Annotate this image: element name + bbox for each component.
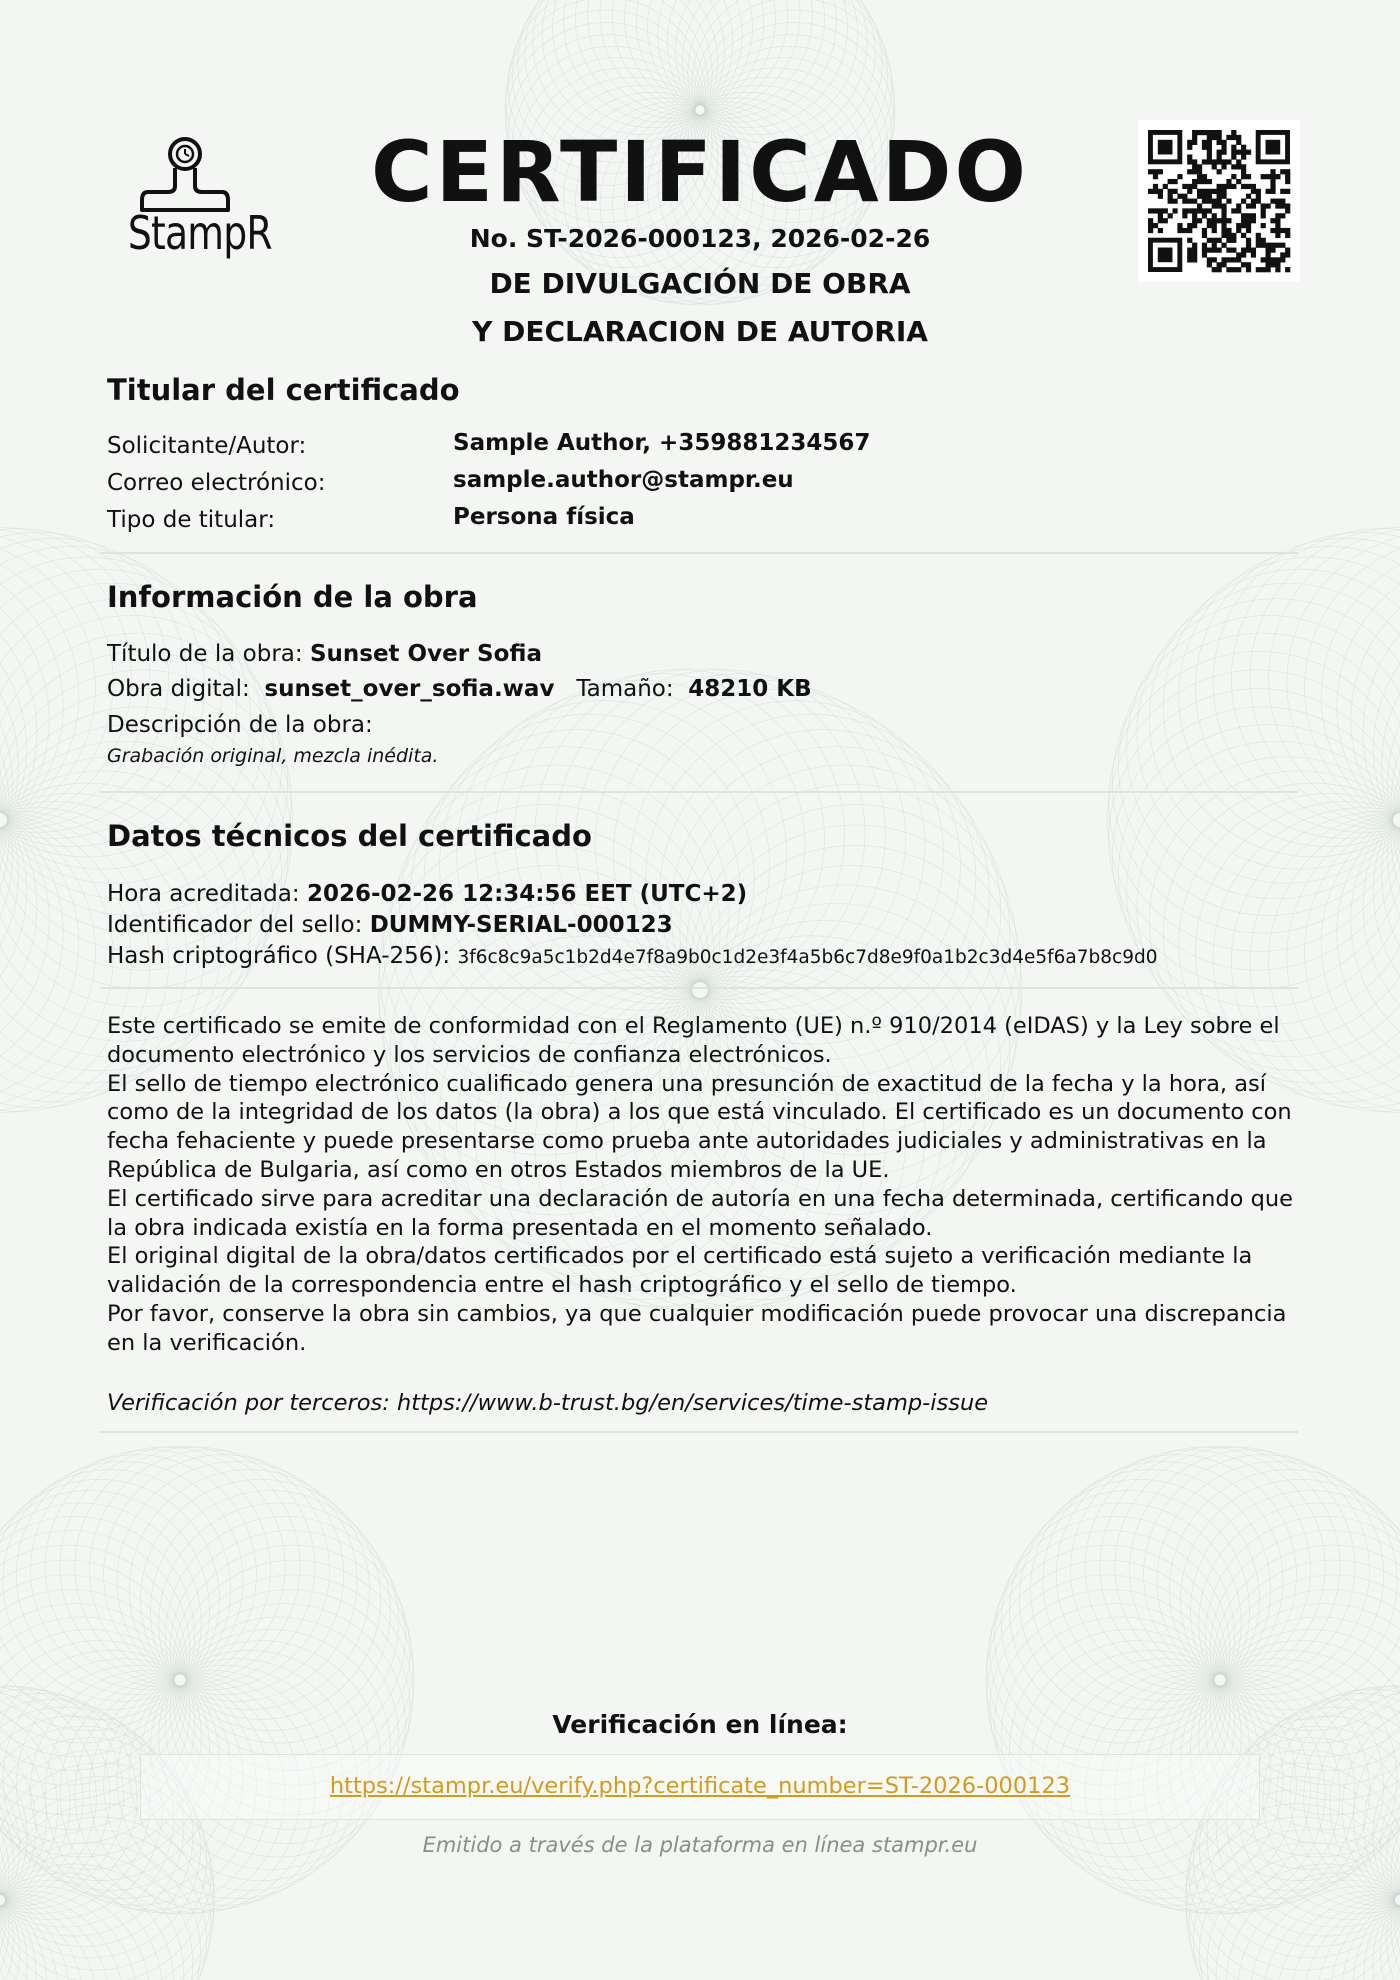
accredited-time-label: Hora acreditada: <box>107 881 300 907</box>
work-title-value: Sunset Over Sofia <box>309 641 542 667</box>
legal-paragraph: El original digital de la obra/datos certificados por el certificado está sujeto a verificación mediante la validación de la correspondencia entre el hash criptográfico y el sello de tiempo. <box>107 1243 1253 1299</box>
legal-paragraph: Este certificado se emite de conformidad con el Reglamento (UE) n.º 910/2014 (eIDAS) y la Ley sobre el documento electrónico y los servicios de confianza electrónicos. <box>107 1013 1280 1068</box>
seal-id-row <box>107 909 673 941</box>
email-label: Correo electrónico: <box>107 470 326 496</box>
third-party-verification: Verificación por terceros: https://www.b-trust.bg/en/services/time-stamp-issue <box>107 1390 989 1416</box>
work-description-label: Descripción de la obra: <box>107 712 373 738</box>
work-title-label: Título de la obra: <box>107 641 303 667</box>
seal-id-label: Identificador del sello: <box>107 912 363 938</box>
email-value: sample.author@stampr.eu <box>453 467 794 493</box>
logo-wordmark: StampR <box>127 206 272 260</box>
hash-row <box>107 940 1158 974</box>
holder-section-title: Titular del certificado <box>107 373 460 407</box>
work-description-value: Grabación original, mezcla inédita. <box>107 745 439 767</box>
work-file-row <box>107 673 812 705</box>
verification-link[interactable]: https://stampr.eu/verify.php?certificate_number=ST-2026-000123 <box>329 1773 1071 1799</box>
legal-text <box>107 1012 1307 1358</box>
applicant-label: Solicitante/Autor: <box>107 433 307 459</box>
hash-label: Hash criptográfico (SHA-256): <box>107 943 451 969</box>
work-title-row <box>107 638 542 670</box>
seal-id-value: DUMMY-SERIAL-000123 <box>369 912 673 938</box>
qr-code-icon[interactable] <box>1138 120 1300 282</box>
divider <box>100 987 1298 989</box>
work-file-label: Obra digital: <box>107 676 250 702</box>
work-size-value: 48210 KB <box>688 676 812 702</box>
holder-type-label: Tipo de titular: <box>107 507 276 533</box>
certificate-number: No. ST-2026-000123, 2026-02-26 <box>469 224 931 253</box>
certificate-title: CERTIFICADO <box>371 123 1029 221</box>
legal-paragraph: El certificado sirve para acreditar una declaración de autoría en una fecha determinada, certificando que la obra indicada existía en la forma presentada en el momento señalado. <box>107 1185 1293 1241</box>
divider <box>100 552 1298 554</box>
work-size-label: Tamaño: <box>576 676 674 702</box>
certificate-subtitle-1: DE DIVULGACIÓN DE OBRA <box>489 267 911 300</box>
holder-type-value: Persona física <box>453 504 635 530</box>
applicant-value: Sample Author, +359881234567 <box>453 430 871 456</box>
issued-footer: Emitido a través de la plataforma en línea stampr.eu <box>422 1833 978 1857</box>
online-verification-title: Verificación en línea: <box>552 1710 848 1739</box>
divider <box>100 791 1298 793</box>
accredited-time-row <box>107 878 747 910</box>
certificate-subtitle-2: Y DECLARACION DE AUTORIA <box>472 315 928 348</box>
legal-paragraph: El sello de tiempo electrónico cualificado genera una presunción de exactitud de la fecha y la hora, así como de la integridad de los datos (la obra) a los que está vinculado. El certificado es un documento con fecha fehaciente y puede presentarse como prueba ante autoridades judiciales y administrativas en la República de Bulgaria, así como en otros Estados miembros de la UE. <box>107 1070 1292 1183</box>
legal-paragraph: Por favor, conserve la obra sin cambios, ya que cualquier modificación puede provocar una discrepancia en la verificación. <box>107 1300 1287 1356</box>
hash-value: 3f6c8c9a5c1b2d4e7f8a9b0c1d2e3f4a5b6c7d8e9f0a1b2c3d4e5f6a7b8c9d0 <box>457 947 1158 968</box>
accredited-time-value: 2026-02-26 12:34:56 EET (UTC+2) <box>306 881 748 907</box>
work-file-value: sunset_over_sofia.wav <box>264 676 555 702</box>
work-section-title: Información de la obra <box>107 580 478 614</box>
technical-section-title: Datos técnicos del certificado <box>107 819 592 853</box>
divider <box>100 1431 1298 1433</box>
